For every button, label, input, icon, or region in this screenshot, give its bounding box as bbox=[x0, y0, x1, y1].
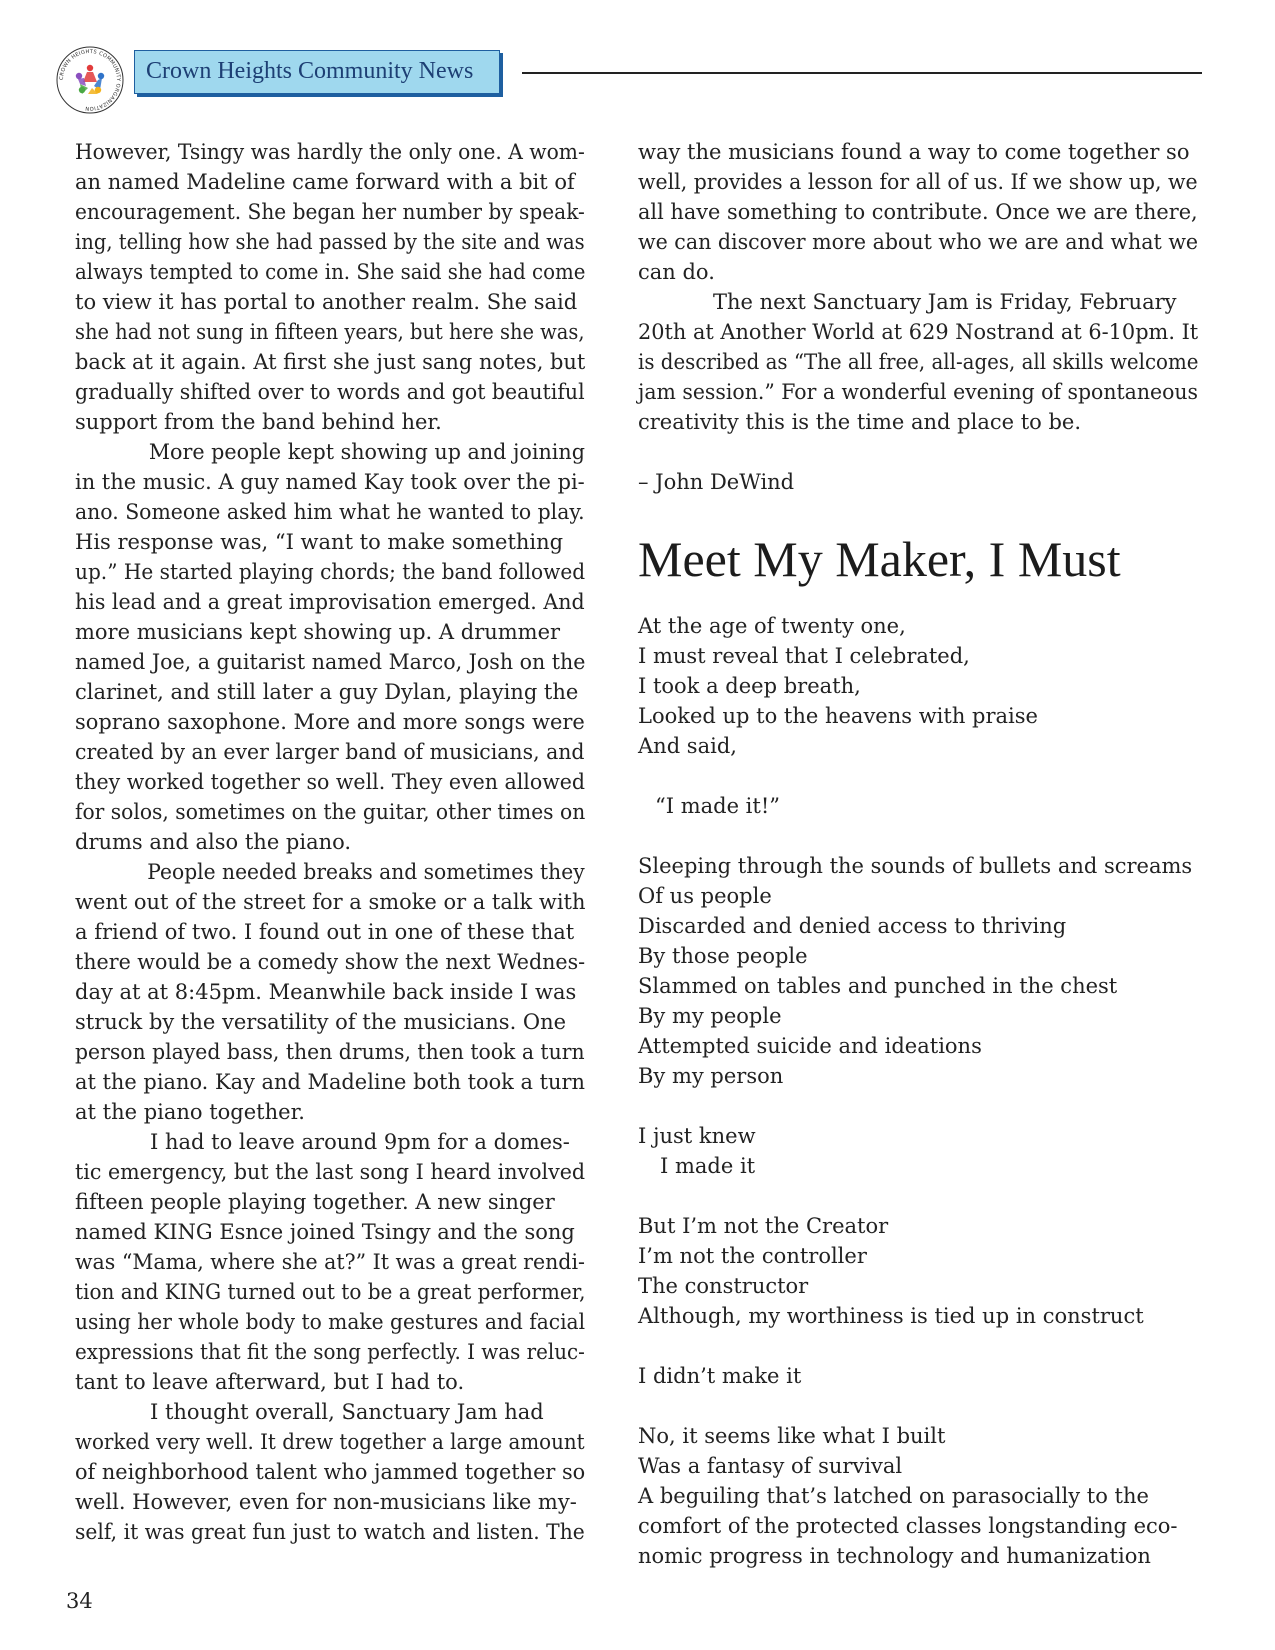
text-line: ing, telling how she had passed by the site and was bbox=[75, 230, 585, 254]
text-line: well. However, even for non-musicians like my- bbox=[75, 1490, 577, 1514]
text-line: is described as “The all free, all-ages, all skills welcome bbox=[638, 350, 1199, 374]
poem-line: By my person bbox=[638, 1064, 784, 1088]
text-line: day at at 8:45pm. Meanwhile back inside I was bbox=[75, 980, 577, 1004]
text-line: I had to leave around 9pm for a domes- bbox=[150, 1130, 570, 1154]
right-column bbox=[638, 137, 1198, 1571]
text-line: at the piano. Kay and Madeline both took a turn bbox=[75, 1070, 585, 1094]
text-line: 20th at Another World at 629 Nostrand at 6-10pm. It bbox=[638, 320, 1199, 344]
stanza-break bbox=[638, 821, 1198, 851]
poem-line: comfort of the protected classes longstanding eco- bbox=[638, 1514, 1178, 1538]
text-line: person played bass, then drums, then took a turn bbox=[75, 1040, 585, 1064]
text-line: we can discover more about who we are and what we bbox=[638, 230, 1199, 254]
text-line: self, it was great fun just to watch and listen. The bbox=[75, 1520, 585, 1544]
poem-line: Attempted suicide and ideations bbox=[638, 1034, 982, 1058]
poem-line: I just knew bbox=[638, 1124, 756, 1148]
text-line: I thought overall, Sanctuary Jam had bbox=[150, 1400, 544, 1424]
text-line: way the musicians found a way to come together so bbox=[638, 140, 1190, 164]
stanza-break bbox=[638, 1331, 1198, 1361]
text-line: worked very well. It drew together a large amount bbox=[75, 1430, 585, 1454]
text-line: expressions that fit the song perfectly. I was reluc- bbox=[75, 1340, 585, 1364]
left-column bbox=[75, 137, 585, 1547]
text-line: More people kept showing up and joining bbox=[148, 440, 585, 464]
poem-line: Of us people bbox=[638, 884, 772, 908]
text-line: a friend of two. I found out in one of these that bbox=[75, 920, 575, 944]
stanza-break bbox=[638, 1091, 1198, 1121]
text-line: for solos, sometimes on the guitar, other times on bbox=[75, 800, 586, 824]
text-line: tic emergency, but the last song I heard involved bbox=[75, 1160, 586, 1184]
poem-line: And said, bbox=[638, 734, 737, 758]
text-line: encouragement. She began her number by speak- bbox=[75, 200, 585, 224]
text-line: tant to leave afterward, but I had to. bbox=[75, 1370, 465, 1394]
text-line: using her whole body to make gestures and facial bbox=[75, 1310, 586, 1334]
text-line: His response was, “I want to make something bbox=[75, 530, 564, 554]
text-line: jam session.” For a wonderful evening of spontaneous bbox=[638, 380, 1199, 404]
stanza-break bbox=[638, 1181, 1198, 1211]
poem-line: I didn’t make it bbox=[638, 1364, 802, 1388]
text-line: there would be a comedy show the next Wednes- bbox=[75, 950, 586, 974]
text-line: was “Mama, where she at?” It was a great rendi- bbox=[75, 1250, 585, 1274]
text-line: always tempted to come in. She said she had come bbox=[75, 260, 586, 284]
text-line: However, Tsingy was hardly the only one. A wom- bbox=[75, 140, 585, 164]
poem-line: The constructor bbox=[638, 1274, 809, 1298]
poem-line: I must reveal that I celebrated, bbox=[638, 644, 970, 668]
poem-title: Meet My Maker, I Must bbox=[638, 531, 1121, 587]
text-line: more musicians kept showing up. A drummer bbox=[75, 620, 561, 644]
header-rule bbox=[522, 72, 1202, 74]
text-line: she had not sung in fifteen years, but here she was, bbox=[75, 320, 585, 344]
article-continuation bbox=[638, 137, 1198, 437]
poem-line: Discarded and denied access to thriving bbox=[638, 914, 1067, 938]
text-line: tion and KING turned out to be a great performer, bbox=[75, 1280, 586, 1304]
text-line: they worked together so well. They even allowed bbox=[75, 770, 586, 794]
text-line: clarinet, and still later a guy Dylan, playing the bbox=[75, 680, 579, 704]
text-line: support from the band behind her. bbox=[75, 410, 442, 434]
text-line: went out of the street for a smoke or a talk with bbox=[75, 890, 586, 914]
poem-line: I took a deep breath, bbox=[638, 674, 861, 698]
text-line: soprano saxophone. More and more songs were bbox=[75, 710, 585, 734]
text-line: of neighborhood talent who jammed together so bbox=[75, 1460, 586, 1484]
poem-line: Sleeping through the sounds of bullets and screams bbox=[638, 854, 1193, 878]
poem-line: Looked up to the heavens with praise bbox=[638, 704, 1038, 728]
poem-line: By my people bbox=[638, 1004, 782, 1028]
text-line: all have something to contribute. Once we are there, bbox=[638, 200, 1198, 224]
text-line: well, provides a lesson for all of us. If we show up, we bbox=[638, 170, 1198, 194]
page-number: 34 bbox=[66, 1589, 93, 1613]
text-line: struck by the versatility of the musicians. One bbox=[75, 1010, 567, 1034]
text-line: ano. Someone asked him what he wanted to play. bbox=[75, 500, 585, 524]
poem-line: Was a fantasy of survival bbox=[638, 1454, 903, 1478]
text-line: fifteen people playing together. A new singer bbox=[75, 1190, 555, 1214]
poem-body bbox=[638, 611, 1198, 1571]
text-line: named KING Esnce joined Tsingy and the song bbox=[75, 1220, 575, 1244]
organization-logo-icon bbox=[55, 45, 125, 115]
poem-line: I’m not the controller bbox=[638, 1244, 867, 1268]
text-line: to view it has portal to another realm. She said bbox=[75, 290, 578, 314]
text-line: in the music. A guy named Kay took over the pi- bbox=[75, 470, 585, 494]
text-line: The next Sanctuary Jam is Friday, February bbox=[713, 290, 1177, 314]
poem-line: Slammed on tables and punched in the chest bbox=[638, 974, 1118, 998]
poem-line: At the age of twenty one, bbox=[638, 614, 906, 638]
poem-line: I made it bbox=[660, 1154, 756, 1178]
poem-line: nomic progress in technology and humanization bbox=[638, 1544, 1151, 1568]
text-line: creativity this is the time and place to be. bbox=[638, 410, 1082, 434]
text-line: named Joe, a guitarist named Marco, Josh on the bbox=[75, 650, 586, 674]
byline: – John DeWind bbox=[638, 470, 795, 494]
poem-line: By those people bbox=[638, 944, 808, 968]
poem-line: A beguiling that’s latched on parasocially to the bbox=[638, 1484, 1149, 1508]
text-line: an named Madeline came forward with a bit of bbox=[75, 170, 575, 194]
text-line: created by an ever larger band of musicians, and bbox=[75, 740, 585, 764]
logo-ring-text: CROWN HEIGHTS COMMUNITY ORGANIZATION bbox=[58, 48, 122, 112]
text-line: up.” He started playing chords; the band followed bbox=[75, 560, 586, 584]
text-line: People needed breaks and sometimes they bbox=[147, 860, 585, 884]
text-line: drums and also the piano. bbox=[75, 830, 352, 854]
text-line: back at it again. At first she just sang notes, but bbox=[75, 350, 586, 374]
poem-line: “I made it!” bbox=[655, 794, 781, 818]
publication-title: Crown Heights Community News bbox=[134, 50, 500, 94]
text-line: can do. bbox=[638, 260, 715, 284]
stanza-break bbox=[638, 1391, 1198, 1421]
poem-line: But I’m not the Creator bbox=[638, 1214, 889, 1238]
stanza-break bbox=[638, 761, 1198, 791]
text-line: at the piano together. bbox=[75, 1100, 305, 1124]
poem-line: Although, my worthiness is tied up in construct bbox=[638, 1304, 1144, 1328]
poem-line: No, it seems like what I built bbox=[638, 1424, 946, 1448]
text-line: his lead and a great improvisation emerged. And bbox=[75, 590, 585, 614]
text-line: gradually shifted over to words and got beautiful bbox=[75, 380, 585, 404]
